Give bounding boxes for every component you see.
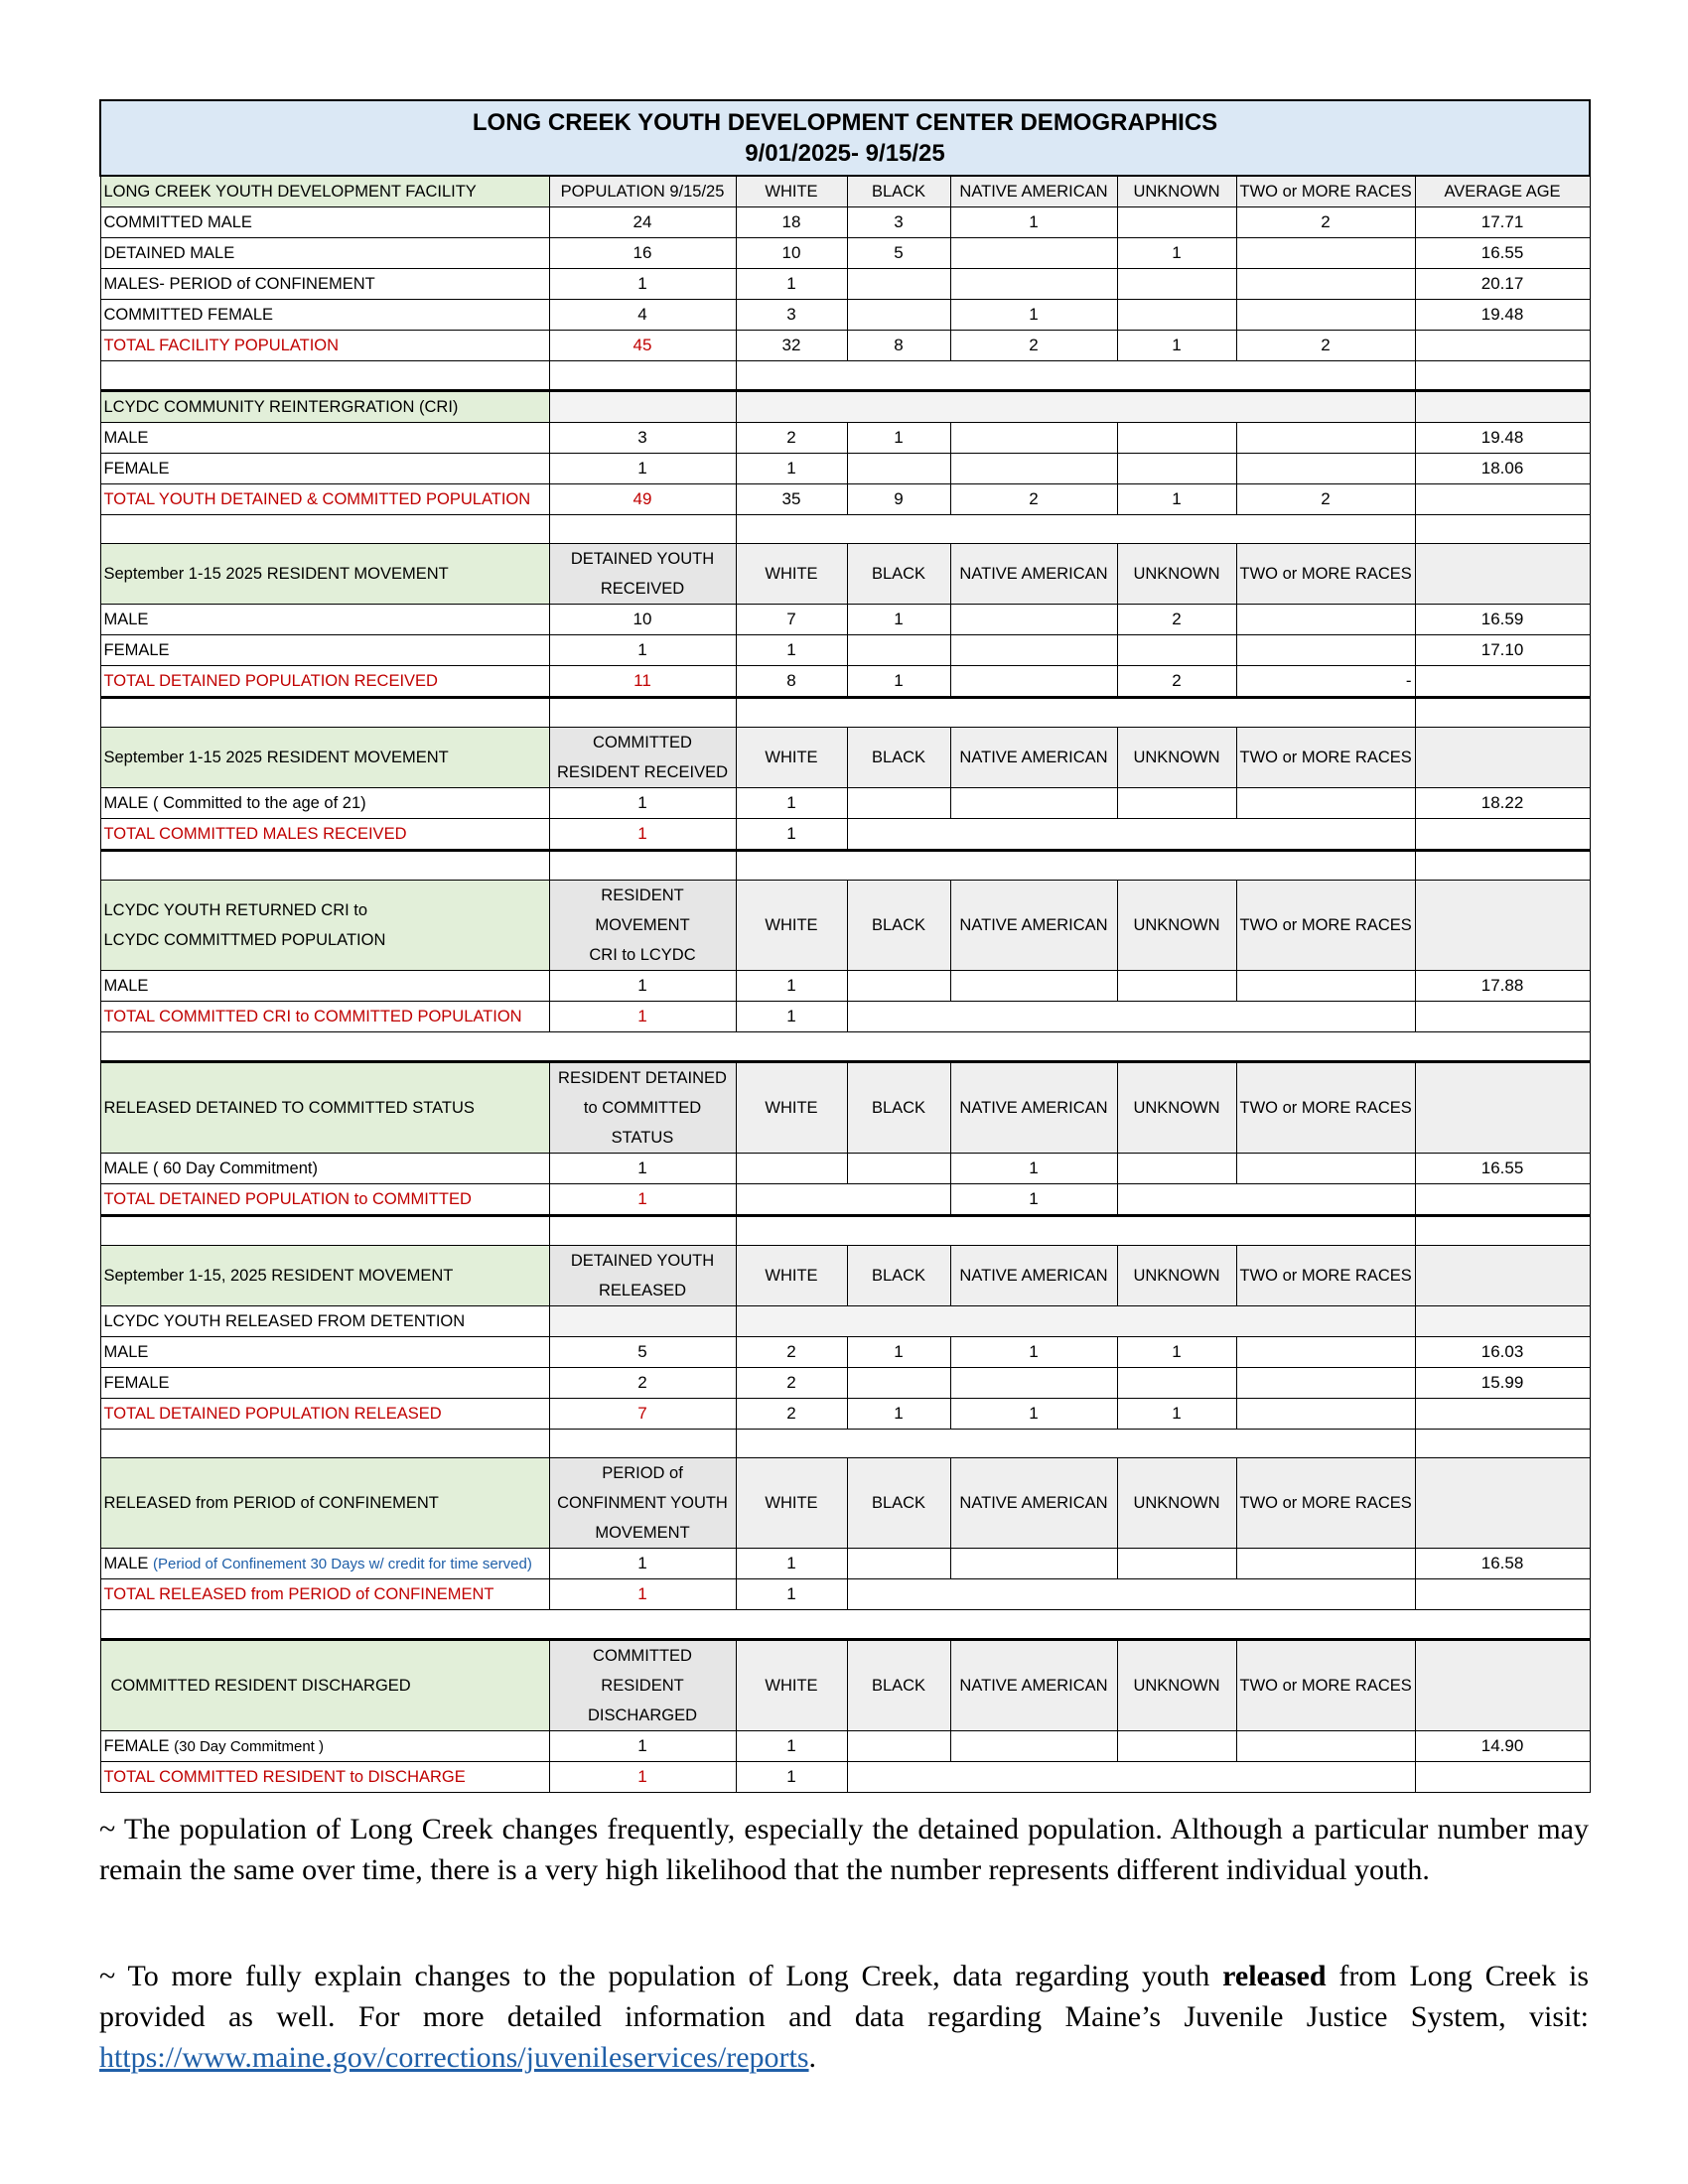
two-or-more-header: TWO or MORE RACES xyxy=(1236,881,1415,971)
detained-received-header xyxy=(549,544,736,605)
reports-link[interactable]: https://www.maine.gov/corrections/juvenileservices/reports xyxy=(99,2041,809,2074)
detained-released-header xyxy=(549,1246,736,1306)
average-age-header: AVERAGE AGE xyxy=(1415,176,1590,207)
white-cell: 2 xyxy=(736,1368,847,1399)
average-age-cell: 16.58 xyxy=(1415,1549,1590,1579)
native-american-header: NATIVE AMERICAN xyxy=(950,881,1117,971)
table-row xyxy=(100,635,1590,666)
two-or-more-cell: 2 xyxy=(1236,331,1415,361)
facility-header-row xyxy=(100,176,1590,207)
unknown-cell xyxy=(1117,635,1236,666)
population-cell: 1 xyxy=(549,454,736,484)
unknown-header: UNKNOWN xyxy=(1117,1458,1236,1549)
average-age-cell: 19.48 xyxy=(1415,300,1590,331)
section-label xyxy=(100,881,549,971)
total-label: TOTAL COMMITTED MALES RECEIVED xyxy=(100,819,549,851)
unknown-cell: 2 xyxy=(1117,605,1236,635)
spacer-row xyxy=(100,1430,1590,1458)
white-cell: 1 xyxy=(736,1762,847,1793)
confinement-released-header xyxy=(549,1458,736,1549)
native-american-cell: 1 xyxy=(950,300,1117,331)
total-population-cell: 1 xyxy=(549,1762,736,1793)
black-cell: 1 xyxy=(847,605,950,635)
table-row xyxy=(100,605,1590,635)
black-cell xyxy=(847,269,950,300)
population-cell: 1 xyxy=(549,1731,736,1762)
unknown-header: UNKNOWN xyxy=(1117,1062,1236,1154)
total-label: TOTAL COMMITTED CRI to COMMITTED POPULATION xyxy=(100,1002,549,1032)
header-line: CONFINMENT YOUTH xyxy=(557,1494,728,1512)
average-age-cell: 16.55 xyxy=(1415,238,1590,269)
two-or-more-header: TWO or MORE RACES xyxy=(1236,728,1415,788)
header-line: COMMITTED xyxy=(593,734,692,751)
white-cell: 1 xyxy=(736,454,847,484)
native-american-cell xyxy=(950,238,1117,269)
empty-cell xyxy=(1415,331,1590,361)
total-label: TOTAL RELEASED from PERIOD of CONFINEMENT xyxy=(100,1579,549,1610)
row-label: MALES- PERIOD of CONFINEMENT xyxy=(100,269,549,300)
total-label: TOTAL DETAINED POPULATION RELEASED xyxy=(100,1399,549,1430)
table-row xyxy=(100,1368,1590,1399)
section-label: RELEASED from PERIOD of CONFINEMENT xyxy=(100,1458,549,1549)
population-cell: 10 xyxy=(549,605,736,635)
white-cell: 1 xyxy=(736,1731,847,1762)
row-label: FEMALE xyxy=(100,454,549,484)
white-header: WHITE xyxy=(736,1246,847,1306)
two-or-more-cell xyxy=(1236,238,1415,269)
native-american-header: NATIVE AMERICAN xyxy=(950,728,1117,788)
footnote-bold-word: released xyxy=(1222,1960,1327,1992)
header-line: to COMMITTED xyxy=(583,1099,702,1117)
two-or-more-header: TWO or MORE RACES xyxy=(1236,544,1415,605)
average-age-cell: 14.90 xyxy=(1415,1731,1590,1762)
average-age-cell: 20.17 xyxy=(1415,269,1590,300)
total-row xyxy=(100,819,1590,851)
footnote-text: from Long Creek is provided as well. For more detailed information and data regarding Maine’s Juvenile Justice System, visit: xyxy=(99,1960,1590,2033)
black-cell: 1 xyxy=(847,423,950,454)
native-american-cell xyxy=(950,269,1117,300)
committed-received-header xyxy=(549,728,736,788)
section-label: LONG CREEK YOUTH DEVELOPMENT FACILITY xyxy=(100,176,549,207)
spacer-row xyxy=(100,1216,1590,1246)
total-label: TOTAL YOUTH DETAINED & COMMITTED POPULATION xyxy=(100,484,549,515)
total-population-cell: 1 xyxy=(549,1579,736,1610)
black-cell: 8 xyxy=(847,331,950,361)
two-or-more-header: TWO or MORE RACES xyxy=(1236,176,1415,207)
header-line: DETAINED YOUTH xyxy=(570,550,715,568)
black-header: BLACK xyxy=(847,881,950,971)
title-line-2: 9/01/2025- 9/15/25 xyxy=(745,140,945,167)
average-age-cell: 16.03 xyxy=(1415,1337,1590,1368)
white-header: WHITE xyxy=(736,728,847,788)
black-cell xyxy=(847,454,950,484)
black-cell: 1 xyxy=(847,1399,950,1430)
native-american-header: NATIVE AMERICAN xyxy=(950,544,1117,605)
white-header: WHITE xyxy=(736,881,847,971)
native-american-cell xyxy=(950,1368,1117,1399)
population-cell: 1 xyxy=(549,269,736,300)
black-cell: 3 xyxy=(847,207,950,238)
population-cell: 3 xyxy=(549,423,736,454)
black-cell: 5 xyxy=(847,238,950,269)
title-line-1: LONG CREEK YOUTH DEVELOPMENT CENTER DEMOGRAPHICS xyxy=(472,108,1218,136)
black-cell xyxy=(847,300,950,331)
population-cell: 24 xyxy=(549,207,736,238)
unknown-cell xyxy=(1117,1368,1236,1399)
total-population-cell: 7 xyxy=(549,1399,736,1430)
row-label: MALE ( 60 Day Commitment) xyxy=(100,1154,549,1184)
average-age-cell: 15.99 xyxy=(1415,1368,1590,1399)
unknown-header: UNKNOWN xyxy=(1117,1246,1236,1306)
header-line: CRI to LCYDC xyxy=(589,946,696,964)
native-american-header: NATIVE AMERICAN xyxy=(950,1062,1117,1154)
spacer-row xyxy=(100,1610,1590,1640)
two-or-more-cell: - xyxy=(1236,666,1415,698)
white-header: WHITE xyxy=(736,176,847,207)
average-age-cell: 17.10 xyxy=(1415,635,1590,666)
native-american-cell: 1 xyxy=(950,1399,1117,1430)
section-label: LCYDC COMMUNITY REINTERGRATION (CRI) xyxy=(100,391,549,423)
total-population-cell: 1 xyxy=(549,819,736,851)
total-population-cell: 1 xyxy=(549,1002,736,1032)
black-cell: 1 xyxy=(847,1337,950,1368)
header-line: RESIDENT DETAINED xyxy=(558,1069,727,1087)
header-line: MOVEMENT xyxy=(595,1524,690,1542)
committed-discharged-header-row xyxy=(100,1640,1590,1731)
white-cell: 18 xyxy=(736,207,847,238)
unknown-cell xyxy=(1117,207,1236,238)
population-cell: 4 xyxy=(549,300,736,331)
total-population-cell: 49 xyxy=(549,484,736,515)
white-cell: 2 xyxy=(736,423,847,454)
native-american-header: NATIVE AMERICAN xyxy=(950,1458,1117,1549)
white-cell: 1 xyxy=(736,788,847,819)
white-cell: 1 xyxy=(736,1579,847,1610)
average-age-cell: 16.55 xyxy=(1415,1154,1590,1184)
table-row xyxy=(100,454,1590,484)
header-line: DETAINED YOUTH xyxy=(570,1252,715,1270)
white-cell: 1 xyxy=(736,1002,847,1032)
native-american-cell: 2 xyxy=(950,484,1117,515)
black-header: BLACK xyxy=(847,544,950,605)
row-label: MALE xyxy=(100,423,549,454)
header-line: RESIDENT MOVEMENT xyxy=(595,887,690,934)
white-cell: 2 xyxy=(736,1399,847,1430)
black-header: BLACK xyxy=(847,1246,950,1306)
table-row xyxy=(100,971,1590,1002)
native-american-header: NATIVE AMERICAN xyxy=(950,176,1117,207)
row-label: MALE xyxy=(100,605,549,635)
population-cell: 16 xyxy=(549,238,736,269)
native-american-cell: 1 xyxy=(950,1337,1117,1368)
total-row xyxy=(100,331,1590,361)
table-row xyxy=(100,423,1590,454)
total-population-cell: 45 xyxy=(549,331,736,361)
demographics-table xyxy=(99,99,1591,1793)
white-cell: 10 xyxy=(736,238,847,269)
total-row xyxy=(100,1002,1590,1032)
white-cell: 32 xyxy=(736,331,847,361)
section-label: RELEASED DETAINED TO COMMITTED STATUS xyxy=(100,1062,549,1154)
total-population-cell: 1 xyxy=(549,1184,736,1216)
average-age-cell: 17.71 xyxy=(1415,207,1590,238)
section-label: September 1-15, 2025 RESIDENT MOVEMENT xyxy=(100,1246,549,1306)
cri-header-row xyxy=(100,391,1590,423)
row-note: (Period of Confinement 30 Days w/ credit for time served) xyxy=(153,1555,532,1572)
row-note: (30 Day Commitment ) xyxy=(174,1737,324,1755)
population-cell: 1 xyxy=(549,635,736,666)
table-row xyxy=(100,269,1590,300)
black-header: BLACK xyxy=(847,176,950,207)
average-age-cell: 18.22 xyxy=(1415,788,1590,819)
unknown-header: UNKNOWN xyxy=(1117,176,1236,207)
unknown-cell: 1 xyxy=(1117,331,1236,361)
total-label: TOTAL COMMITTED RESIDENT to DISCHARGE xyxy=(100,1762,549,1793)
white-header: WHITE xyxy=(736,1062,847,1154)
label-line: LCYDC YOUTH RETURNED CRI to xyxy=(103,901,368,919)
native-american-header: NATIVE AMERICAN xyxy=(950,1246,1117,1306)
two-or-more-header: TWO or MORE RACES xyxy=(1236,1246,1415,1306)
footnote-text: . xyxy=(808,2041,817,2074)
white-cell: 1 xyxy=(736,635,847,666)
spacer-row xyxy=(100,851,1590,881)
spacer-row xyxy=(100,515,1590,544)
black-header: BLACK xyxy=(847,728,950,788)
white-cell: 8 xyxy=(736,666,847,698)
header-line: COMMITTED xyxy=(593,1647,692,1665)
native-american-cell: 2 xyxy=(950,331,1117,361)
row-label xyxy=(100,1549,549,1579)
spacer-row xyxy=(100,698,1590,728)
table-row xyxy=(100,788,1590,819)
unknown-header: UNKNOWN xyxy=(1117,1640,1236,1731)
spacer-row xyxy=(100,361,1590,391)
two-or-more-header: TWO or MORE RACES xyxy=(1236,1458,1415,1549)
unknown-cell: 2 xyxy=(1117,666,1236,698)
detained-released-header-row xyxy=(100,1246,1590,1306)
native-american-cell: 1 xyxy=(950,207,1117,238)
black-cell xyxy=(847,1368,950,1399)
cri-returned-header-row xyxy=(100,881,1590,971)
unknown-cell: 1 xyxy=(1117,238,1236,269)
total-label: TOTAL DETAINED POPULATION to COMMITTED xyxy=(100,1184,549,1216)
white-header: WHITE xyxy=(736,544,847,605)
section-label: September 1-15 2025 RESIDENT MOVEMENT xyxy=(100,544,549,605)
committed-received-header-row xyxy=(100,728,1590,788)
section-label: September 1-15 2025 RESIDENT MOVEMENT xyxy=(100,728,549,788)
average-age-cell: 17.88 xyxy=(1415,971,1590,1002)
header-line: RELEASED xyxy=(598,1282,687,1299)
unknown-cell: 1 xyxy=(1117,1399,1236,1430)
header-line: RESIDENT xyxy=(601,1677,684,1695)
two-or-more-cell xyxy=(1236,300,1415,331)
header-line: PERIOD of xyxy=(602,1464,683,1482)
table-row xyxy=(100,1731,1590,1762)
label-line: LCYDC COMMITTMED POPULATION xyxy=(103,931,386,949)
table-row xyxy=(100,300,1590,331)
white-header: WHITE xyxy=(736,1458,847,1549)
white-cell: 3 xyxy=(736,300,847,331)
detained-to-committed-header xyxy=(549,1062,736,1154)
two-or-more-cell xyxy=(1236,269,1415,300)
black-header: BLACK xyxy=(847,1458,950,1549)
population-cell: 2 xyxy=(549,1368,736,1399)
unknown-cell: 1 xyxy=(1117,484,1236,515)
header-line: DISCHARGED xyxy=(587,1706,697,1724)
population-cell: 1 xyxy=(549,1154,736,1184)
native-american-cell: 1 xyxy=(950,1154,1117,1184)
confinement-released-header-row xyxy=(100,1458,1590,1549)
total-row xyxy=(100,1762,1590,1793)
average-age-cell: 16.59 xyxy=(1415,605,1590,635)
unknown-cell: 1 xyxy=(1117,1337,1236,1368)
unknown-header: UNKNOWN xyxy=(1117,544,1236,605)
header-line: RESIDENT RECEIVED xyxy=(556,763,729,781)
committed-discharged-header xyxy=(549,1640,736,1731)
population-header: POPULATION 9/15/25 xyxy=(549,176,736,207)
native-american-cell: 1 xyxy=(950,1184,1117,1216)
unknown-header: UNKNOWN xyxy=(1117,728,1236,788)
two-or-more-header: TWO or MORE RACES xyxy=(1236,1062,1415,1154)
page-title xyxy=(100,100,1590,176)
footnote-text: ~ To more fully explain changes to the population of Long Creek, data regarding youth xyxy=(99,1960,1223,1992)
white-cell: 1 xyxy=(736,971,847,1002)
white-cell: 7 xyxy=(736,605,847,635)
section-label: COMMITTED RESIDENT DISCHARGED xyxy=(100,1640,549,1731)
population-cell: 5 xyxy=(549,1337,736,1368)
unknown-cell xyxy=(1117,269,1236,300)
table-row xyxy=(100,1154,1590,1184)
row-label xyxy=(100,1731,549,1762)
average-age-cell: 19.48 xyxy=(1415,423,1590,454)
black-cell xyxy=(847,635,950,666)
row-label-text: FEMALE xyxy=(103,1736,170,1755)
total-row xyxy=(100,1184,1590,1216)
table-row xyxy=(100,1549,1590,1579)
population-cell: 1 xyxy=(549,788,736,819)
total-row xyxy=(100,666,1590,698)
header-line: STATUS xyxy=(611,1129,674,1147)
table-row xyxy=(100,1337,1590,1368)
black-header: BLACK xyxy=(847,1640,950,1731)
unknown-header: UNKNOWN xyxy=(1117,881,1236,971)
row-label: COMMITTED FEMALE xyxy=(100,300,549,331)
footnote-population-changes: ~ The population of Long Creek changes frequently, especially the detained population. Although a particular number may remain the same over time, there is a very high likelihood that the number represents different individual youth. xyxy=(99,1813,1589,1886)
total-row xyxy=(100,1399,1590,1430)
population-cell: 1 xyxy=(549,971,736,1002)
black-cell: 9 xyxy=(847,484,950,515)
sub-header-row xyxy=(100,1306,1590,1337)
two-or-more-header: TWO or MORE RACES xyxy=(1236,1640,1415,1731)
row-label: DETAINED MALE xyxy=(100,238,549,269)
white-cell: 2 xyxy=(736,1337,847,1368)
sub-label: LCYDC YOUTH RELEASED FROM DETENTION xyxy=(100,1306,549,1337)
white-cell: 1 xyxy=(736,269,847,300)
unknown-cell xyxy=(1117,300,1236,331)
two-or-more-cell: 2 xyxy=(1236,484,1415,515)
total-row xyxy=(100,1579,1590,1610)
total-population-cell: 11 xyxy=(549,666,736,698)
row-label-text: MALE xyxy=(103,1554,149,1572)
table-row xyxy=(100,207,1590,238)
detained-to-committed-header-row xyxy=(100,1062,1590,1154)
population-cell: 1 xyxy=(549,1549,736,1579)
row-label: MALE xyxy=(100,971,549,1002)
average-age-cell: 18.06 xyxy=(1415,454,1590,484)
white-cell: 1 xyxy=(736,1549,847,1579)
table-row xyxy=(100,238,1590,269)
white-header: WHITE xyxy=(736,1640,847,1731)
black-cell: 1 xyxy=(847,666,950,698)
black-header: BLACK xyxy=(847,1062,950,1154)
native-american-header: NATIVE AMERICAN xyxy=(950,1640,1117,1731)
total-label: TOTAL DETAINED POPULATION RECEIVED xyxy=(100,666,549,698)
total-row xyxy=(100,484,1590,515)
row-label: MALE ( Committed to the age of 21) xyxy=(100,788,549,819)
total-label: TOTAL FACILITY POPULATION xyxy=(100,331,549,361)
row-label: FEMALE xyxy=(100,1368,549,1399)
header-line: RECEIVED xyxy=(600,580,685,598)
white-cell: 1 xyxy=(736,819,847,851)
white-cell: 35 xyxy=(736,484,847,515)
row-label: FEMALE xyxy=(100,635,549,666)
footnote-released-data xyxy=(99,1956,1589,2078)
two-or-more-cell: 2 xyxy=(1236,207,1415,238)
spacer-row xyxy=(100,1032,1590,1062)
row-label: MALE xyxy=(100,1337,549,1368)
row-label: COMMITTED MALE xyxy=(100,207,549,238)
detained-received-header-row xyxy=(100,544,1590,605)
cri-returned-header xyxy=(549,881,736,971)
